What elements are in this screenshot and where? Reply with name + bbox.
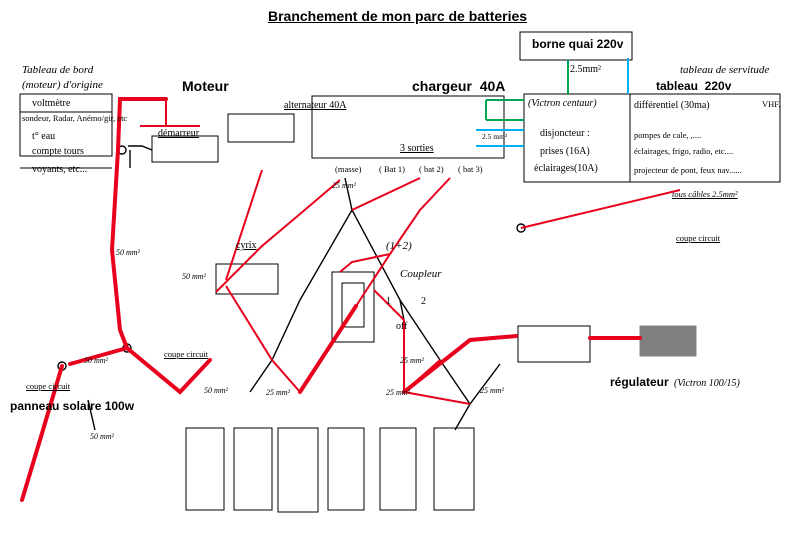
regulator-box <box>518 326 590 362</box>
service-coupe-circuit: coupe circuit <box>676 233 721 243</box>
gauge-50-b: 50 mm² <box>182 272 206 281</box>
gauge-25-charger: 25 mm² <box>332 181 356 190</box>
board220-breaker-prises: prises (16A) <box>540 146 590 157</box>
solar-coupe-circuit: coupe circuit <box>26 381 71 391</box>
cyrix-coupe-circuit: coupe circuit <box>164 349 209 359</box>
page-title: Branchement de mon parc de batteries <box>268 8 528 24</box>
coupler-pair-label: (1+2) <box>386 240 412 252</box>
service-item-eclairages: éclairages, frigo, radio, etc.... <box>634 146 734 156</box>
cyrix-label: cyrix <box>236 240 257 251</box>
gauge-50-d: 50 mm² <box>204 386 228 395</box>
battery-5 <box>380 428 416 510</box>
board220-cable-gauge: 2.5 mm² <box>482 132 508 141</box>
board220-breaker-heading: disjoncteur : <box>540 128 590 139</box>
service-heading-1: tableau de servitude <box>680 64 770 76</box>
regulator-model: (Victron 100/15) <box>674 378 740 389</box>
gauge-25-b: 25 mm² <box>386 388 410 397</box>
charger-heading: chargeur 40A <box>412 78 506 94</box>
service-differential: différentiel (30ma) <box>634 100 710 111</box>
service-cables-note: tous câbles 2.5mm² <box>672 189 738 199</box>
black-wires <box>58 146 525 430</box>
quay-cable-gauge: 2.5mm² <box>570 64 602 75</box>
charger-output-masse: (masse) <box>335 164 362 174</box>
quay-label: borne quai 220v <box>532 37 624 51</box>
battery-2 <box>234 428 272 510</box>
gauge-50-e: 50 mm² <box>90 432 114 441</box>
motor-heading: Moteur <box>182 78 229 94</box>
battery-4 <box>328 428 364 510</box>
starter-box <box>152 136 218 162</box>
dashboard-item-compte-tours: compte tours <box>32 146 84 157</box>
gauge-50-c: 50 mm² <box>84 356 108 365</box>
service-item-projecteur: projecteur de pont, feux nav...... <box>634 165 742 175</box>
gauge-25-d: 25 mm² <box>480 386 504 395</box>
dashboard-item-voltmetre: voltmètre <box>32 98 71 109</box>
board220-brand: (Victron centaur) <box>528 98 597 109</box>
red-wires <box>22 99 210 500</box>
dashboard-heading-1: Tableau de bord <box>22 64 94 76</box>
coupler-pos-1: 1 <box>386 296 391 307</box>
service-heading-2: tableau 220v <box>656 79 732 93</box>
alternator-label: alternateur 40A <box>284 100 347 111</box>
charger-output-bat2: ( bat 2) <box>419 164 444 174</box>
dashboard-heading-2: (moteur) d'origine <box>22 79 103 91</box>
service-vhf: VHF. <box>762 99 781 109</box>
charger-output-bat3: ( bat 3) <box>458 164 483 174</box>
regulator-label: régulateur <box>610 375 669 389</box>
dashboard-item-sondeur: sondeur, Radar, Anémo/gir, etc <box>22 113 128 123</box>
coupler-pos-2: 2 <box>421 296 426 307</box>
starter-label: démarreur <box>158 128 200 139</box>
dashboard-item-temp-eau: t° eau <box>32 131 56 142</box>
board220-breaker-eclairages: éclairages(10A) <box>534 163 598 174</box>
battery-1 <box>186 428 224 510</box>
service-item-pompes: pompes de cale, ,.... <box>634 130 702 140</box>
battery-3 <box>278 428 318 512</box>
battery-6 <box>434 428 474 510</box>
dashboard-item-voyants: voyants, etc... <box>32 164 88 175</box>
gauge-25-c: 25 mm² <box>400 356 424 365</box>
regulator-grey-block <box>640 326 696 356</box>
solar-label: panneau solaire 100w <box>10 399 135 413</box>
alternator-box <box>228 114 294 142</box>
coupler-label: Coupleur <box>400 268 442 280</box>
charger-outputs-label: 3 sorties <box>400 143 434 154</box>
gauge-50-a: 50 mm² <box>116 248 140 257</box>
charger-output-bat1: ( Bat 1) <box>379 164 405 174</box>
gauge-25-a: 25 mm² <box>266 388 290 397</box>
coupler-pos-off: off <box>396 321 408 332</box>
